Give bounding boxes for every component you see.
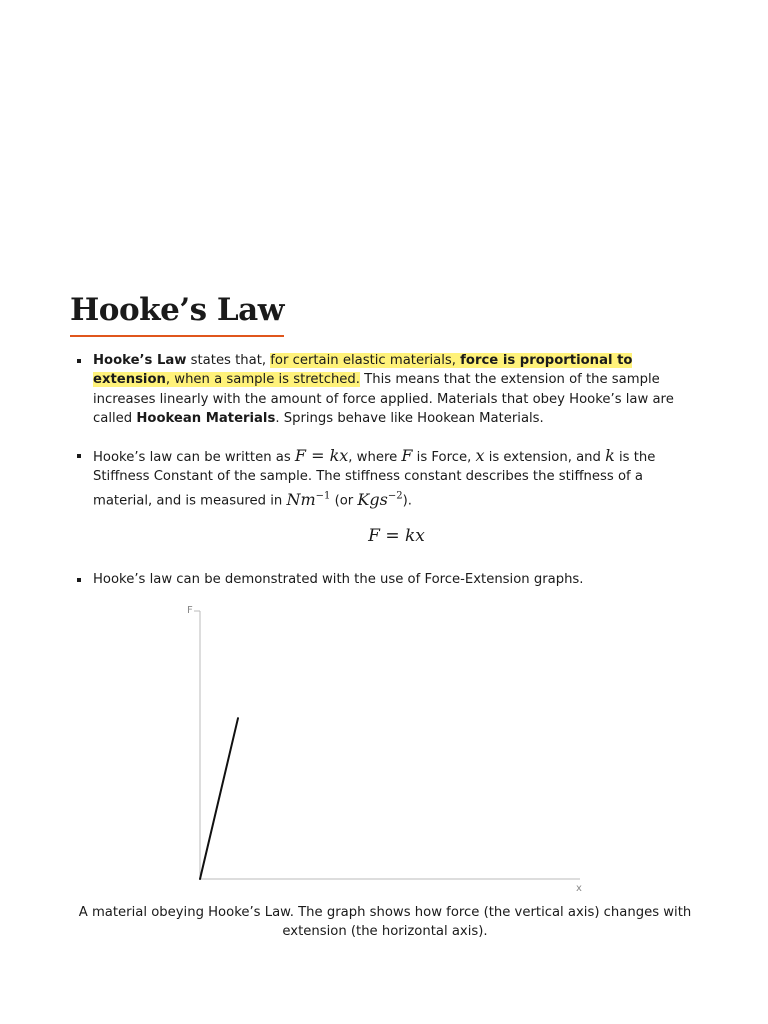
- text-states-that: states that,: [186, 353, 271, 368]
- x-axis-label: x: [576, 883, 582, 894]
- var-k: k: [605, 445, 615, 465]
- unit-newton-per-metre: [286, 490, 330, 509]
- unit-kg-per-s-squared: [357, 490, 402, 509]
- text-formula-lead: Hooke’s law can be written as: [93, 449, 295, 465]
- var-f: F: [401, 445, 413, 465]
- highlight-part-1: for certain elastic materials,: [270, 353, 461, 368]
- term-hookes-law: Hooke’s Law: [93, 353, 187, 368]
- text-or: (or: [330, 493, 358, 509]
- inline-equation: F = kx: [294, 445, 349, 465]
- text-stiffness-rest: is the Stiffness Constant of the sample. The stiffness constant describes the stiffness of a material, and is measured in: [93, 449, 656, 509]
- text-definition-rest-b: . Springs behave like Hookean Materials.: [275, 411, 544, 427]
- list-item-force-extension-graphs: Hooke’s law can be demonstrated with the use of Force-Extension graphs.: [70, 570, 700, 589]
- article-section: [70, 290, 700, 607]
- figure-caption: A material obeying Hooke’s Law. The graph shows how force (the vertical axis) changes with extension (the horizontal axis).: [78, 905, 692, 940]
- series-line-force-vs-extension: [200, 718, 238, 879]
- bullet-list: [70, 351, 700, 511]
- unit1-exponent: −1: [315, 490, 331, 502]
- unit1-base: Nm: [286, 489, 316, 509]
- display-equation: F = kx: [368, 526, 425, 547]
- text-definition-rest-a: This means that the extension of the sample increases linearly with the amount of force applied. Materials that obey Hooke’s law are called: [93, 372, 674, 427]
- section-title: Hooke’s Law: [70, 290, 284, 337]
- list-item-hookes-law-definition: [70, 351, 700, 429]
- force-extension-chart: [180, 600, 600, 900]
- highlight-bold-force-proportional: force is proportional to extension: [93, 353, 633, 388]
- y-axis-label: F: [187, 605, 193, 616]
- unit2-exponent: −2: [387, 490, 403, 502]
- text-where: , where: [348, 449, 402, 465]
- text-close: ).: [402, 493, 412, 509]
- term-hookean-materials: Hookean Materials: [136, 411, 276, 427]
- highlight-part-2: , when a sample is stretched.: [165, 372, 360, 388]
- var-x: x: [475, 445, 485, 465]
- bullet-list-2: [70, 570, 700, 589]
- list-item-hookes-law-formula: [70, 446, 700, 512]
- unit2-base: Kgs: [357, 489, 388, 509]
- text-is-extension: is extension, and: [484, 449, 606, 465]
- text-is-force: is Force,: [412, 449, 476, 465]
